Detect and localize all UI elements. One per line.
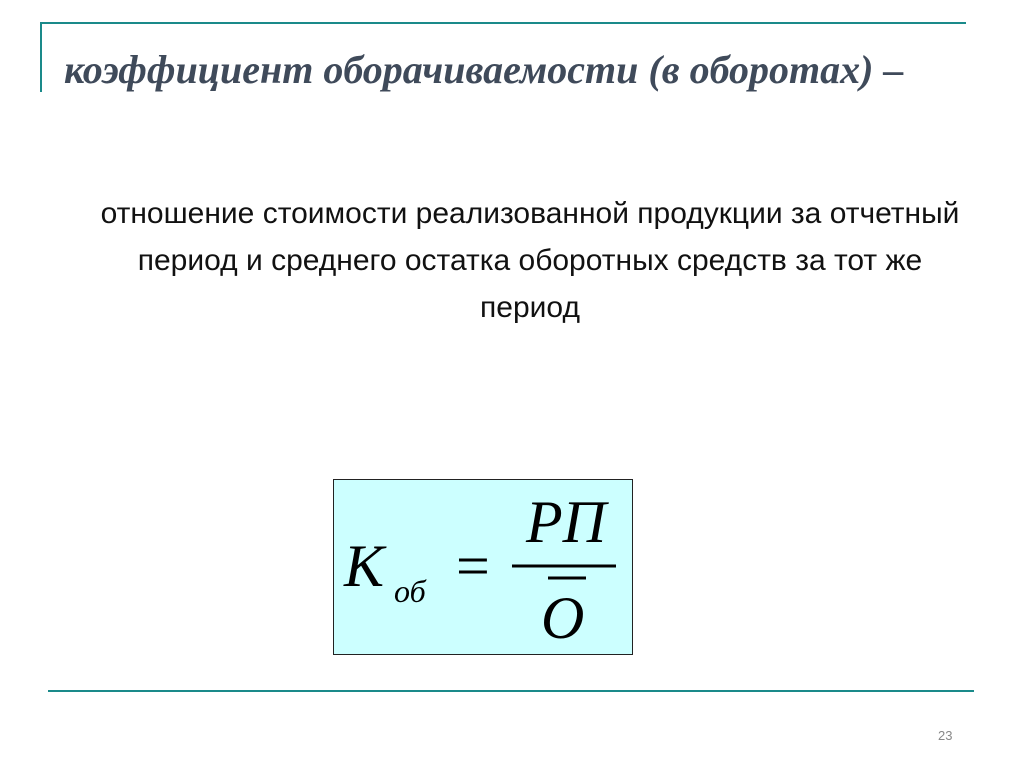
bottom-rule bbox=[48, 690, 974, 692]
formula-lhs-subscript: об bbox=[394, 573, 426, 609]
left-rule bbox=[40, 22, 42, 92]
definition-text: отношение стоимости реализованной продукции за отчетный период и среднего остатка оборотных средств за тот же период bbox=[100, 197, 960, 324]
formula-box bbox=[333, 479, 633, 655]
top-rule bbox=[40, 22, 966, 24]
slide-title: коэффициент оборачиваемости (в оборотах) – bbox=[64, 47, 904, 92]
formula-lhs: К bbox=[344, 533, 384, 599]
page-number: 23 bbox=[938, 728, 953, 743]
formula-numerator: РП bbox=[526, 489, 606, 555]
formula-denominator: О bbox=[541, 585, 585, 651]
formula bbox=[334, 480, 634, 656]
formula-equals: = bbox=[456, 533, 490, 599]
